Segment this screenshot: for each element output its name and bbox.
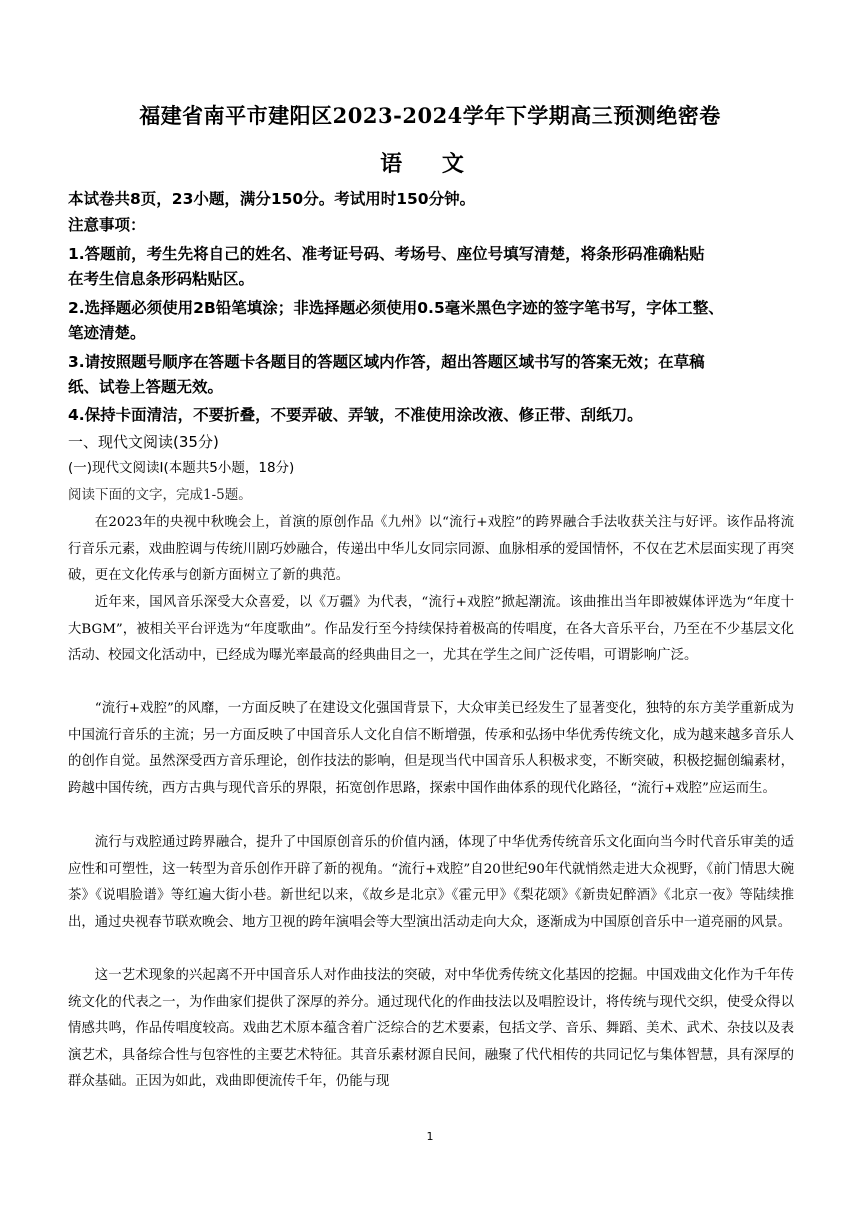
notice-line-5: 3.请按照题号顺序在答题卡各题目的答题区域内作答，超出答题区域书写的答案无效；在草稿 [68, 353, 705, 371]
reading-instruction: 阅读下面的文字，完成1-5题。 [68, 487, 252, 503]
page-number: 1 [426, 1130, 434, 1143]
notice-line-1: 1.答题前，考生先将自己的姓名、准考证号码、考场号、座位号填写清楚，将条形码准确粘贴 [68, 245, 705, 263]
notice-heading: 注意事项： [68, 216, 146, 234]
section-heading: 一、现代文阅读(35分) [68, 433, 219, 451]
subject-title: 语 文 [380, 151, 480, 177]
notice-line-4: 笔迹清楚。 [68, 324, 146, 342]
exam-info: 本试卷共8页，23小题，满分150分。考试用时150分钟。 [68, 190, 476, 208]
section-subheading: (一)现代文阅读Ⅰ(本题共5小题，18分) [68, 460, 295, 476]
paragraph-1: 在2023年的央视中秋晚会上，首演的原创作品《九州》以“流行+戏腔”的跨界融合手法收获关注与好评。该作品将流行音乐元素，戏曲腔调与传统川剧巧妙融合，传递出中华儿女同宗同源、血脉相承的爱国情怀，不仅在艺术层面实现了再突破，更在文化传承与创新方面树立了新的典范。 [68, 515, 794, 584]
notice-line-2: 在考生信息条形码粘贴区。 [68, 270, 255, 288]
paragraph-3: “流行+戏腔”的风靡，一方面反映了在建设文化强国背景下，大众审美已经发生了显著变化，独特的东方美学重新成为中国流行音乐的主流；另一方面反映了中国音乐人文化自信不断增强，传承和弘扬中华优秀传统文化，成为越来越多音乐人的创作自觉。虽然深受西方音乐理论，创作技法的影响，但是现当代中国音乐人积极求变，不断突破，积极挖掘创编素材，跨越中国传统，西方古典与现代音乐的界限，拓宽创作思路，探索中国作曲体系的现代化路径，“流行+戏腔”应运而生。 [68, 701, 794, 796]
notice-line-3: 2.选择题必须使用2B铅笔填涂；非选择题必须使用0.5毫米黑色字迹的签字笔书写，字体工整、 [68, 299, 724, 317]
paragraph-4: 流行与戏腔通过跨界融合，提升了中国原创音乐的价值内涵，体现了中华优秀传统音乐文化面向当今时代音乐审美的适应性和可塑性，这一转型为音乐创作开辟了新的视角。“流行+戏腔”自20世纪90年代就悄然走进大众视野，《前门情思大碗茶》《说唱脸谱》等红遍大街小巷。新世纪以来，《故乡是北京》《霍元甲》《梨花颂》《新贵妃醉酒》《北京一夜》等陆续推出，通过央视春节联欢晚会、地方卫视的跨年演唱会等大型演出活动走向大众，逐渐成为中国原创音乐中一道亮丽的风景。 [68, 835, 794, 930]
notice-line-7: 4.保持卡面清洁，不要折叠，不要弄破、弄皱，不准使用涂改液、修正带、刮纸刀。 [68, 406, 643, 424]
exam-title: 福建省南平市建阳区2023-2024学年下学期高三预测绝密卷 [139, 103, 721, 128]
notice-line-6: 纸、试卷上答题无效。 [68, 378, 224, 396]
paragraph-5: 这一艺术现象的兴起离不开中国音乐人对作曲技法的突破，对中华优秀传统文化基因的挖掘。中国戏曲文化作为千年传统文化的代表之一，为作曲家们提供了深厚的养分。通过现代化的作曲技法以及唱腔设计，将传统与现代交织，使受众得以情感共鸣，作品传唱度较高。戏曲艺术原本蕴含着广泛综合的艺术要素，包括文学、音乐、舞蹈、美术、武术、杂技以及表演艺术，具备综合性与包容性的主要艺术特征。其音乐素材源自民间，融聚了代代相传的共同记忆与集体智慧，具有深厚的群众基础。正因为如此，戏曲即便流传千年，仍能与现 [68, 968, 794, 1090]
paragraph-2: 近年来，国风音乐深受大众喜爱，以《万疆》为代表，“流行+戏腔”掀起潮流。该曲推出当年即被媒体评选为“年度十大BGM”，被相关平台评选为“年度歌曲”。作品发行至今持续保持着极高的传唱度，在各大音乐平台，乃至在不少基层文化活动、校园文化活动中，已经成为曝光率最高的经典曲目之一，尤其在学生之间广泛传唱，可谓影响广泛。 [68, 595, 794, 664]
